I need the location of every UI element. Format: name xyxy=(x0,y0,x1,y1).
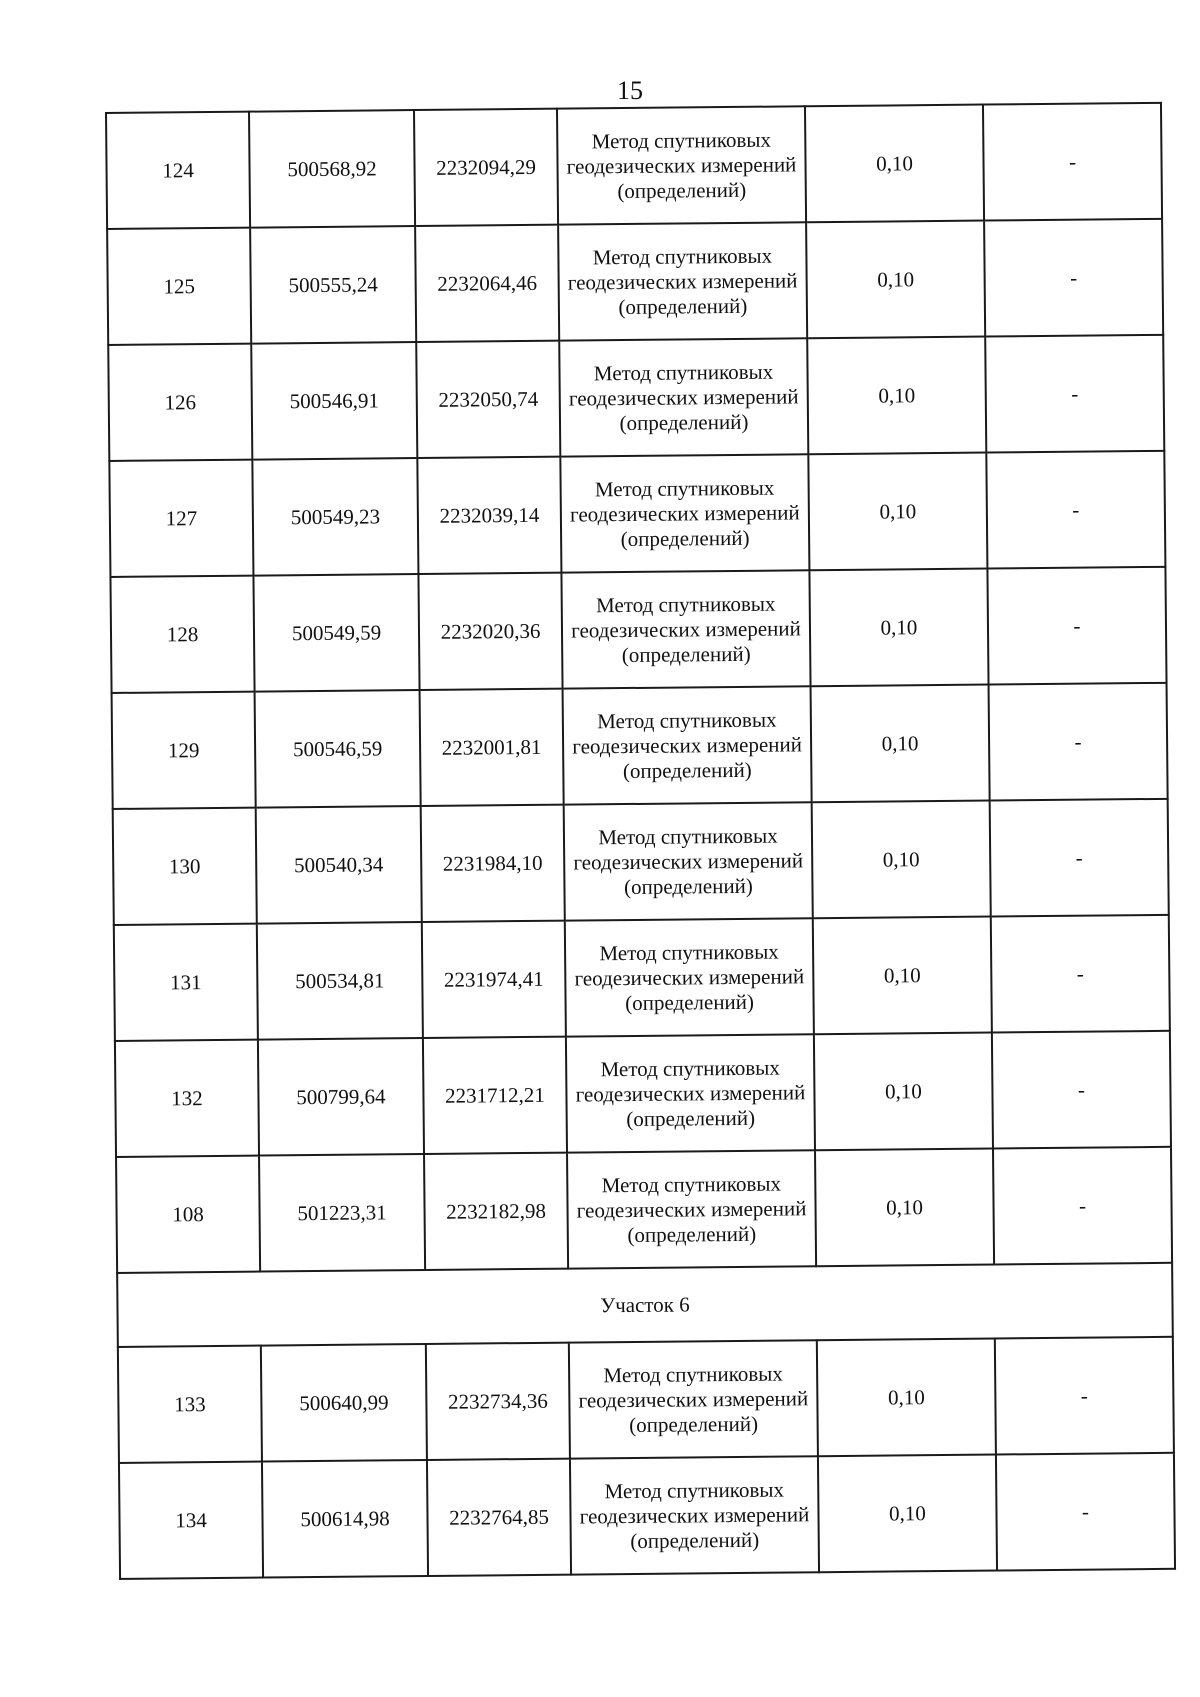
point-number-cell: 129 xyxy=(112,692,256,809)
point-number-cell: 132 xyxy=(115,1040,259,1157)
point-number-cell: 131 xyxy=(114,924,258,1041)
coordinates-table xyxy=(105,102,1176,1580)
table-row xyxy=(106,103,1162,229)
description-cell: - xyxy=(996,1453,1175,1571)
method-cell: Метод спутниковых геодезических измерений (определений) xyxy=(566,1034,815,1152)
description-cell: - xyxy=(995,1337,1174,1455)
x-coordinate-cell: 500549,59 xyxy=(253,574,419,692)
y-coordinate-cell: 2231984,10 xyxy=(421,805,565,922)
accuracy-cell: 0,10 xyxy=(814,1033,993,1151)
y-coordinate-cell: 2232050,74 xyxy=(416,341,560,458)
method-cell: Метод спутниковых геодезических измерений (определений) xyxy=(563,686,812,804)
method-cell: Метод спутниковых геодезических измерений (определений) xyxy=(557,106,806,224)
description-cell: - xyxy=(989,683,1168,801)
page-number: 15 xyxy=(617,76,643,105)
point-number-cell: 134 xyxy=(119,1462,263,1579)
accuracy-cell: 0,10 xyxy=(807,337,986,455)
point-number-cell: 125 xyxy=(107,228,251,345)
point-number-cell: 130 xyxy=(113,808,257,925)
y-coordinate-cell: 2231712,21 xyxy=(423,1037,567,1154)
method-cell: Метод спутниковых геодезических измерений (определений) xyxy=(559,338,808,456)
point-number-cell: 108 xyxy=(116,1156,260,1273)
accuracy-cell: 0,10 xyxy=(817,1339,996,1457)
table-row xyxy=(113,799,1169,925)
point-number-cell: 128 xyxy=(110,576,254,693)
table-row xyxy=(114,915,1170,1041)
y-coordinate-cell: 2232001,81 xyxy=(420,689,564,806)
description-cell: - xyxy=(991,915,1170,1033)
table-row xyxy=(109,451,1165,577)
description-cell: - xyxy=(987,567,1166,685)
x-coordinate-cell: 501223,31 xyxy=(259,1154,425,1272)
coordinates-table-body xyxy=(106,103,1175,1579)
table-row xyxy=(119,1453,1175,1579)
point-number-cell: 126 xyxy=(108,344,252,461)
y-coordinate-cell: 2231974,41 xyxy=(422,921,566,1038)
accuracy-cell: 0,10 xyxy=(812,801,991,919)
method-cell: Метод спутниковых геодезических измерений (определений) xyxy=(570,1456,819,1574)
description-cell: - xyxy=(984,219,1163,337)
document-sheet xyxy=(105,102,1174,1580)
y-coordinate-cell: 2232020,36 xyxy=(418,573,562,690)
y-coordinate-cell: 2232182,98 xyxy=(424,1153,568,1270)
x-coordinate-cell: 500540,34 xyxy=(256,806,422,924)
description-cell: - xyxy=(990,799,1169,917)
table-row xyxy=(112,683,1168,809)
y-coordinate-cell: 2232764,85 xyxy=(427,1459,571,1576)
accuracy-cell: 0,10 xyxy=(815,1149,994,1267)
method-cell: Метод спутниковых геодезических измерений (определений) xyxy=(567,1150,816,1268)
x-coordinate-cell: 500568,92 xyxy=(249,110,415,228)
x-coordinate-cell: 500640,99 xyxy=(261,1344,427,1462)
x-coordinate-cell: 500546,91 xyxy=(251,342,417,460)
point-number-cell: 124 xyxy=(106,112,250,229)
accuracy-cell: 0,10 xyxy=(813,917,992,1035)
accuracy-cell: 0,10 xyxy=(809,569,988,687)
accuracy-cell: 0,10 xyxy=(805,105,984,223)
point-number-cell: 133 xyxy=(118,1346,262,1463)
section-title: Участок 6 xyxy=(117,1263,1173,1347)
y-coordinate-cell: 2232734,36 xyxy=(426,1343,570,1460)
table-row xyxy=(108,335,1164,461)
description-cell: - xyxy=(986,451,1165,569)
method-cell: Метод спутниковых геодезических измерений (определений) xyxy=(569,1340,818,1458)
description-cell: - xyxy=(993,1147,1172,1265)
y-coordinate-cell: 2232064,46 xyxy=(415,225,559,342)
description-cell: - xyxy=(992,1031,1171,1149)
table-row xyxy=(116,1147,1172,1273)
method-cell: Метод спутниковых геодезических измерений (определений) xyxy=(565,918,814,1036)
accuracy-cell: 0,10 xyxy=(808,453,987,571)
x-coordinate-cell: 500555,24 xyxy=(250,226,416,344)
x-coordinate-cell: 500546,59 xyxy=(255,690,421,808)
point-number-cell: 127 xyxy=(109,460,253,577)
x-coordinate-cell: 500799,64 xyxy=(258,1038,424,1156)
x-coordinate-cell: 500534,81 xyxy=(257,922,423,1040)
table-row xyxy=(115,1031,1171,1157)
accuracy-cell: 0,10 xyxy=(811,685,990,803)
table-row xyxy=(107,219,1163,345)
table-row xyxy=(110,567,1166,693)
x-coordinate-cell: 500614,98 xyxy=(262,1460,428,1578)
method-cell: Метод спутниковых геодезических измерений (определений) xyxy=(564,802,813,920)
description-cell: - xyxy=(983,103,1162,221)
y-coordinate-cell: 2232039,14 xyxy=(417,457,561,574)
method-cell: Метод спутниковых геодезических измерений (определений) xyxy=(560,454,809,572)
section-row xyxy=(117,1263,1173,1347)
x-coordinate-cell: 500549,23 xyxy=(252,458,418,576)
description-cell: - xyxy=(985,335,1164,453)
method-cell: Метод спутниковых геодезических измерений (определений) xyxy=(561,570,810,688)
table-row xyxy=(118,1337,1174,1463)
method-cell: Метод спутниковых геодезических измерений (определений) xyxy=(558,222,807,340)
accuracy-cell: 0,10 xyxy=(806,221,985,339)
accuracy-cell: 0,10 xyxy=(818,1455,997,1573)
y-coordinate-cell: 2232094,29 xyxy=(414,109,558,226)
